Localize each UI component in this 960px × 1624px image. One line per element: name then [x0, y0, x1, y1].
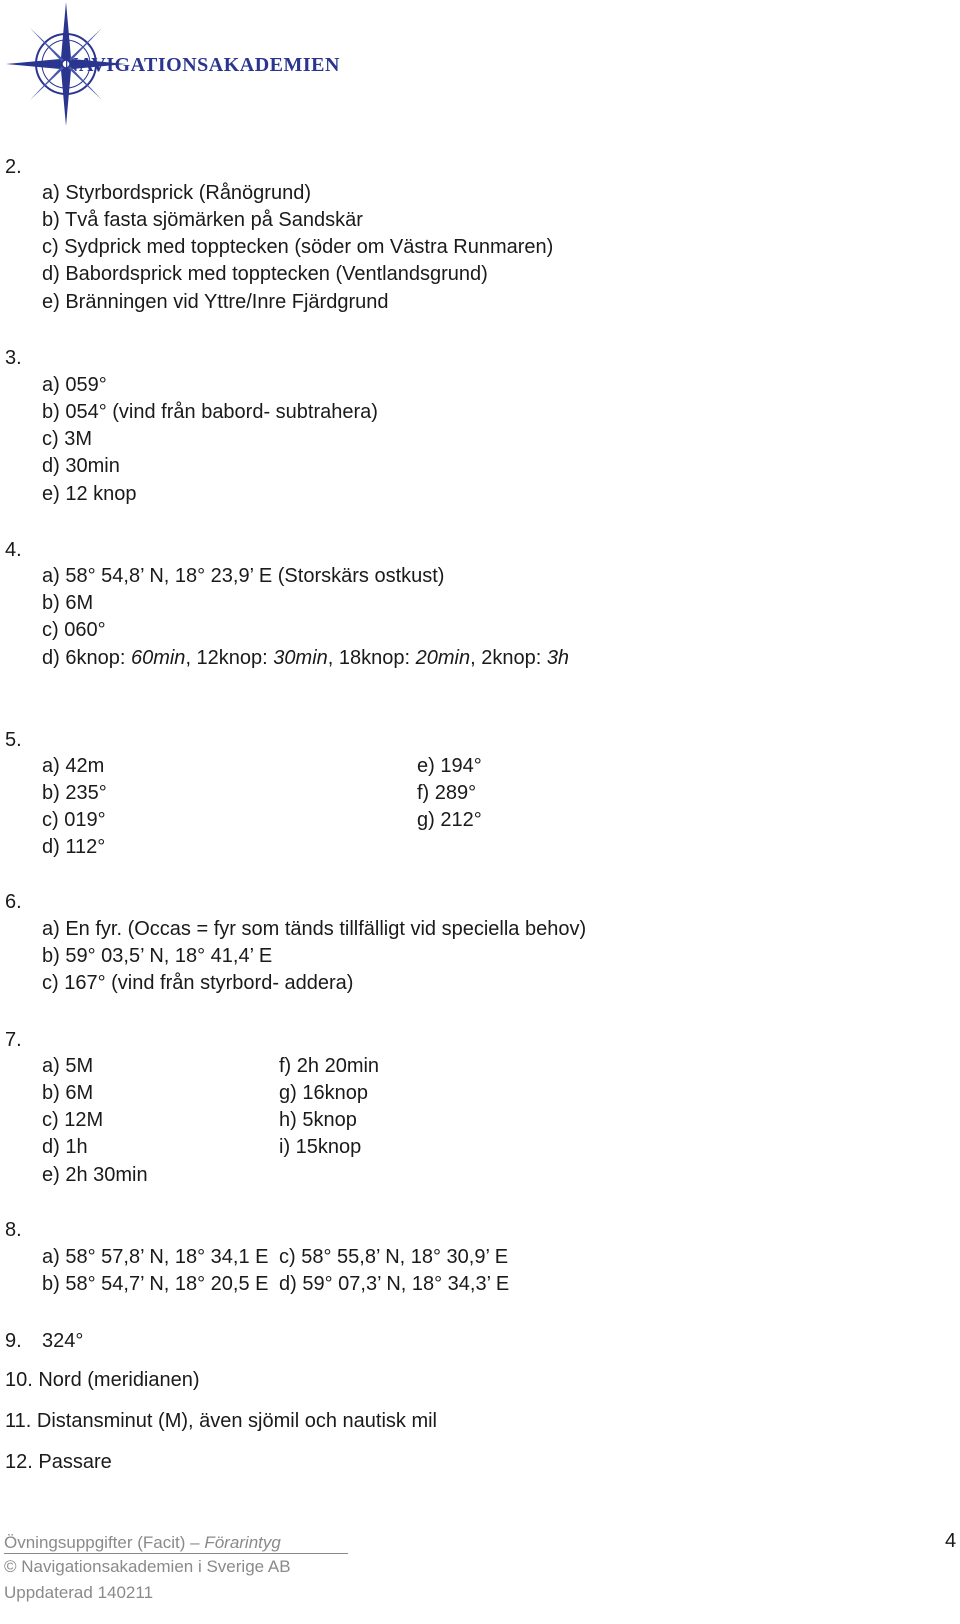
question-number: 7. — [5, 1029, 22, 1051]
answer-item: g) 16knop — [279, 1082, 368, 1104]
question-number: 5. — [5, 729, 22, 751]
answer-item: i) 15knop — [279, 1136, 362, 1158]
question-number: 6. — [5, 891, 22, 913]
answer-item: a) 58° 54,8’ N, 18° 23,9’ E (Storskärs ostkust) — [42, 565, 445, 587]
answer-item: e) Bränningen vid Yttre/Inre Fjärdgrund — [42, 291, 389, 313]
question-number: 2. — [5, 156, 22, 178]
answer-item: b) 59° 03,5’ N, 18° 41,4’ E — [42, 945, 273, 967]
answer-item: c) 167° (vind från styrbord- addera) — [42, 972, 354, 994]
answer-item: a) 42m — [42, 755, 105, 777]
answer-item: b) 235° — [42, 782, 107, 804]
answer-item: c) Sydprick med topptecken (söder om Västra Runmaren) — [42, 236, 554, 258]
answer-item: d) Babordsprick med topptecken (Ventlandsgrund) — [42, 263, 488, 285]
answer-text: , 18knop: — [327, 647, 416, 669]
answer-item: c) 060° — [42, 619, 106, 641]
answer-item: b) 6M — [42, 592, 94, 614]
answer-value: 20min — [415, 647, 471, 669]
question-number: 8. — [5, 1219, 22, 1241]
answer-line: 10. Nord (meridianen) — [5, 1369, 200, 1391]
question-number: 4. — [5, 539, 22, 561]
answer-item: b) 054° (vind från babord- subtrahera) — [42, 401, 378, 423]
answer-line: 11. Distansminut (M), även sjömil och nautisk mil — [5, 1410, 437, 1432]
question-number: 3. — [5, 347, 22, 369]
answer-item: c) 58° 55,8’ N, 18° 30,9’ E — [279, 1246, 509, 1268]
answer-item: b) Två fasta sjömärken på Sandskär — [42, 209, 363, 231]
answer-value: 60min — [130, 647, 186, 669]
answer-item: e) 12 knop — [42, 483, 137, 505]
answer-item: a) 5M — [42, 1055, 94, 1077]
answer-item: e) 194° — [417, 755, 482, 777]
footer-title-italic: Förarintyg — [204, 1533, 281, 1552]
footer-updated: Uppdaterad 140211 — [4, 1583, 154, 1602]
question-number: 9. — [5, 1330, 22, 1352]
answer-item: d) 59° 07,3’ N, 18° 34,3’ E — [279, 1273, 510, 1295]
answer-item: c) 12M — [42, 1109, 104, 1131]
answer-item: 324° — [42, 1330, 84, 1352]
answer-item: b) 58° 54,7’ N, 18° 20,5 E — [42, 1273, 269, 1295]
answer-item — [42, 645, 569, 671]
answer-item: a) Styrbordsprick (Rånögrund) — [42, 182, 311, 204]
footer-title — [4, 1533, 281, 1553]
answer-item: c) 019° — [42, 809, 106, 831]
answer-text: d) 6knop: — [42, 647, 131, 669]
footer-copyright: © Navigationsakademien i Sverige AB — [4, 1557, 291, 1576]
answer-item: g) 212° — [417, 809, 482, 831]
answer-item: a) 58° 57,8’ N, 18° 34,1 E — [42, 1246, 269, 1268]
answer-item: d) 1h — [42, 1136, 88, 1158]
answer-line: 12. Passare — [5, 1451, 112, 1473]
answer-item: e) 2h 30min — [42, 1164, 148, 1186]
answer-item: a) 059° — [42, 374, 107, 396]
answer-item: f) 2h 20min — [279, 1055, 380, 1077]
footer-title-text: Övningsuppgifter (Facit) – — [4, 1533, 205, 1552]
answer-item: h) 5knop — [279, 1109, 357, 1131]
answer-value: 30min — [273, 647, 328, 669]
answer-text: , 12knop: — [185, 647, 274, 669]
answer-item: d) 30min — [42, 455, 120, 477]
answer-text: , 2knop: — [470, 647, 547, 669]
answer-value: 3h — [546, 647, 570, 669]
answer-item: d) 112° — [42, 836, 106, 858]
answer-item: f) 289° — [417, 782, 477, 804]
page-number: 4 — [945, 1530, 957, 1552]
answer-item: b) 6M — [42, 1082, 94, 1104]
answer-item: c) 3M — [42, 428, 92, 450]
logo-text: NAVIGATIONSAKADEMIEN — [64, 54, 340, 76]
logo — [4, 2, 340, 130]
answer-item: a) En fyr. (Occas = fyr som tänds tillfälligt vid speciella behov) — [42, 918, 587, 940]
footer-divider — [4, 1553, 348, 1554]
